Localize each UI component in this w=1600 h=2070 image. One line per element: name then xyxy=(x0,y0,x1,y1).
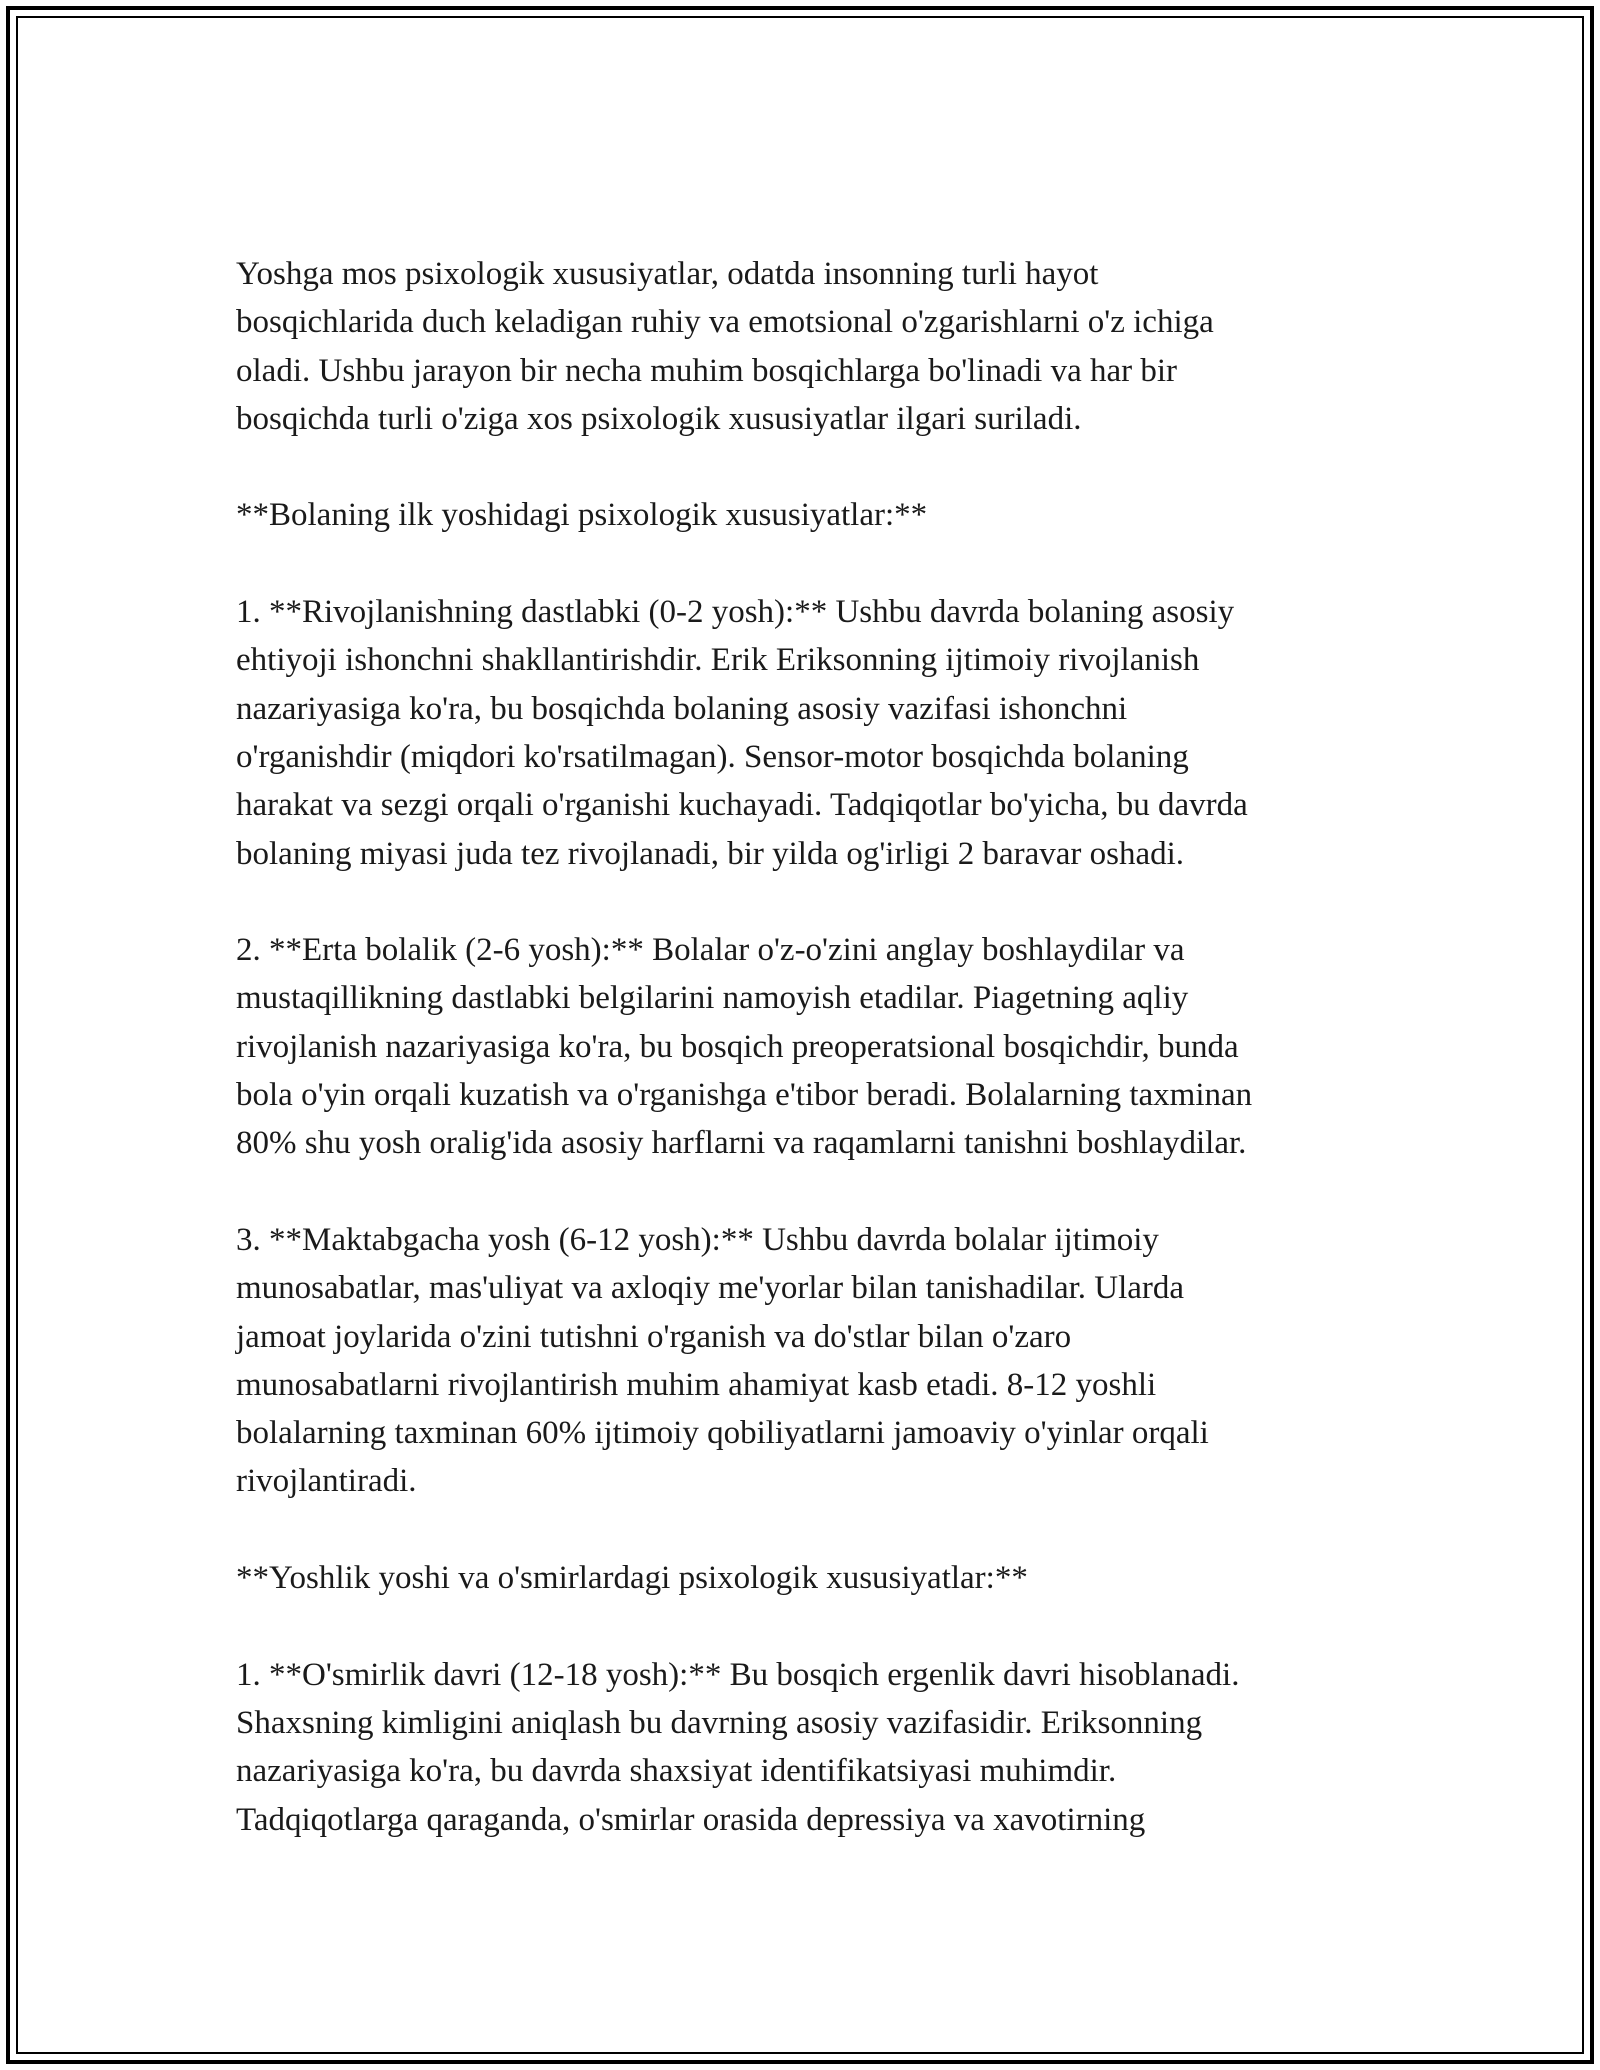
list-item-adolescence: 1. **O'smirlik davri (12-18 yosh):** Bu bosqich ergenlik davri hisoblanadi. Shaxsning kimligini aniqlash bu davrning asosiy vazifasidir. Eriksonning nazariyasiga ko'ra, bu davrda shaxsiyat identifikatsiyasi muhimdir. Tadqiqotlarga qaraganda, o'smirlar orasida depressiya va xavotirning xyxy=(236,1656,1240,1838)
section-heading-adolescence: **Yoshlik yoshi va o'smirlardagi psixologik xususiyatlar:** xyxy=(236,1560,1028,1597)
list-item-early-childhood: 2. **Erta bolalik (2-6 yosh):** Bolalar o'z-o'zini anglay boshlaydilar va mustaqillikning dastlabki belgilarini namoyish etadilar. Piagetning aqliy rivojlanish nazariyasiga ko'ra, bu bosqich preoperatsional bosqichdir, bunda bola o'yin orqali kuzatish va o'rganishga e'tibor beradi. Bolalarning taxminan 80% shu yosh oralig'ida asosiy harflarni va raqamlarni tanishni boshlaydilar. xyxy=(236,932,1253,1162)
intro-paragraph: Yoshga mos psixologik xususiyatlar, odatda insonning turli hayot bosqichlarida duch keladigan ruhiy va emotsional o'zgarishlarni o'z ichiga oladi. Ushbu jarayon bir necha muhim bosqichlarga bo'linadi va har bir bosqichda turli o'ziga xos psixologik xususiyatlar ilgari suriladi. xyxy=(236,256,1214,437)
list-item-school-age: 3. **Maktabgacha yosh (6-12 yosh):** Ushbu davrda bolalar ijtimoiy munosabatlar, mas'uliyat va axloqiy me'yorlar bilan tanishadilar. Ularda jamoat joylarida o'zini tutishni o'rganish va do'stlar bilan o'zaro munosabatlarni rivojlantirish muhim ahamiyat kasb etadi. 8-12 yoshli bolalarning taxminan 60% ijtimoiy qobiliyatlarni jamoaviy o'yinlar orqali rivojlantiradi. xyxy=(236,1221,1209,1500)
document-body xyxy=(236,250,1376,1844)
section-heading-early-childhood: **Bolaning ilk yoshidagi psixologik xususiyatlar:** xyxy=(236,497,928,534)
list-item-infancy: 1. **Rivojlanishning dastlabki (0-2 yosh):** Ushbu davrda bolaning asosiy ehtiyoji ishonchni shakllantirishdir. Erik Eriksonning ijtimoiy rivojlanish nazariyasiga ko'ra, bu bosqichda bolaning asosiy vazifasi ishonchni o'rganishdir (miqdori ko'rsatilmagan). Sensor-motor bosqichda bolaning harakat va sezgi orqali o'rganishi kuchayadi. Tadqiqotlar bo'yicha, bu davrda bolaning miyasi juda tez rivojlanadi, bir yilda og'irligi 2 baravar oshadi. xyxy=(236,594,1248,872)
